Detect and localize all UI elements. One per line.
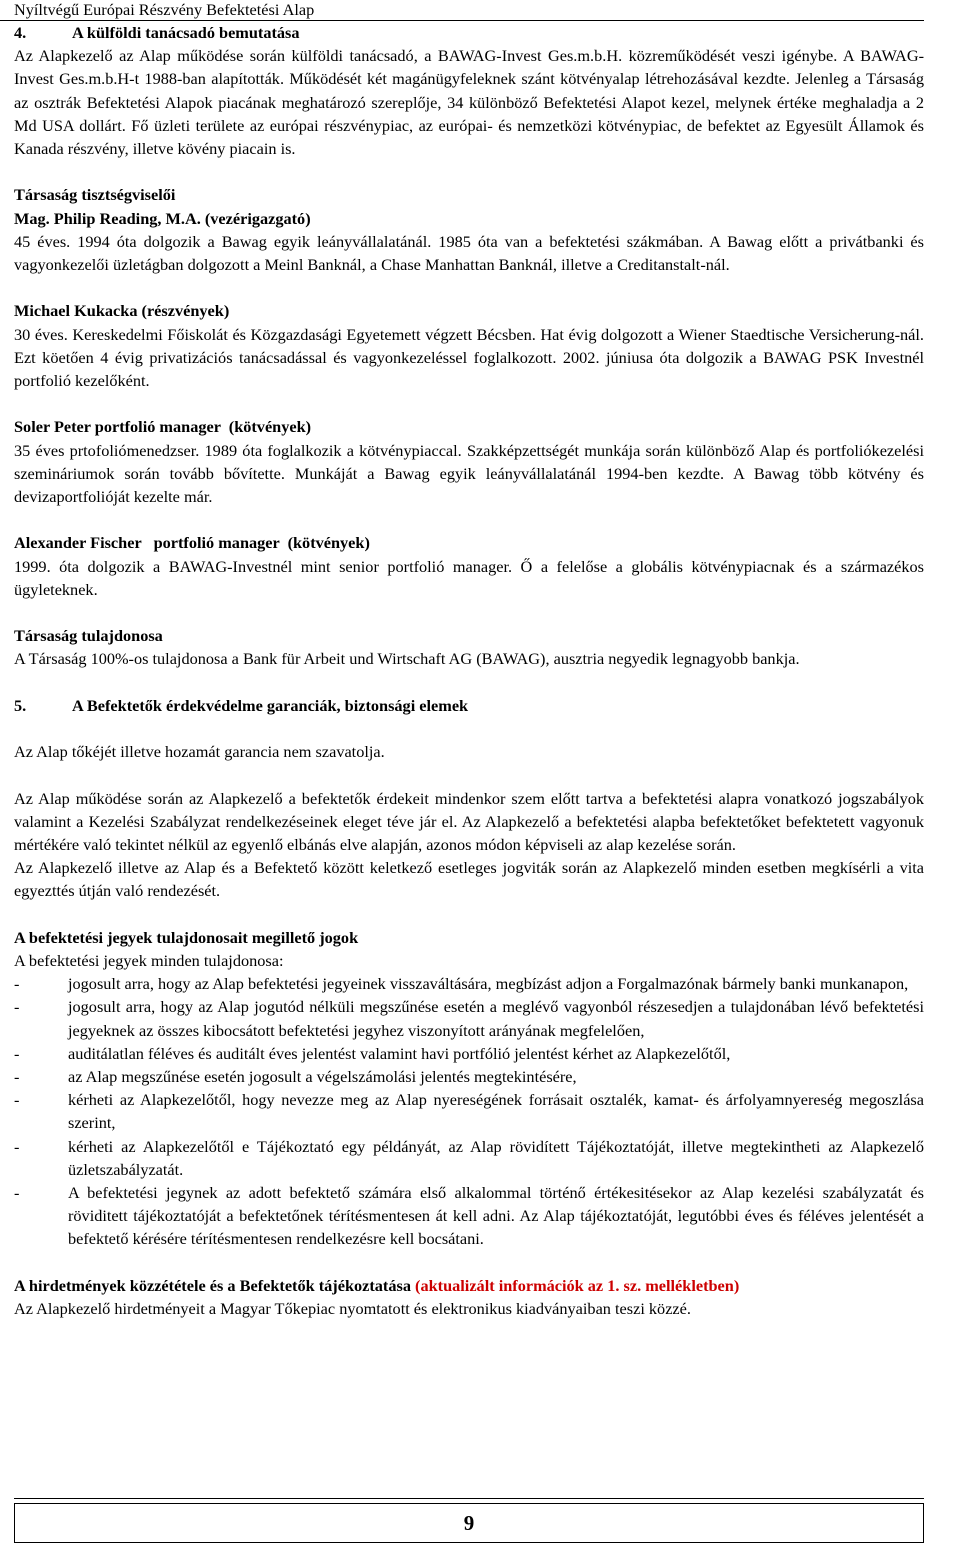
advisor-intro-paragraph: Az Alapkezelő az Alap működése során külföldi tanácsadó, a BAWAG-Invest Ges.m.b.H. közreműködését veszi igénybe. A BAWAG-Invest Ges.m.b.H-t 1988-ban alapították. Működését két magánügyfeleknek szánt kötvényalap létrehozásával kezdte. Jelenleg a Társaság az osztrák Befektetési Alapok piacának meghatározó szereplője, 34 különböző Befektetési Alapot kezel, melynek értéke meghaladja a 2 Md USA dollárt. Fő üzleti területe az európai részvénypiac, az európai- és nemzetközi kötvénypiac, de befektet az Egyesült Államok és Kanada részvény, illetve kövény piacain is. <box>14 46 924 159</box>
operation-paragraph: Az Alap működése során az Alapkezelő a befektetők érdekeit mindenkor szem előtt tartva a befektetési alapra vonatkozó jogszabályok valamint a Kezelési Szabályzat rendelkezéseinek eleget téve jár el. Az Alapkezelő a befektetési alapba befektetőket befektetett vagyonuk mértékére való tekintet nélkül az egyenlő elbánás elve alapján, azonos módon képviseli az alap kezelése során. <box>14 788 924 854</box>
list-item: - jogosult arra, hogy az Alap befektetési jegyeinek visszaváltására, megbízást adjon a Forgalmazónak bármely banki munkanapon, <box>14 974 909 994</box>
header-title: Nyíltvégű Európai Részvény Befektetési Alap <box>14 0 315 19</box>
list-item: - kérheti az Alapkezelőtől, hogy nevezze meg az Alap nyereségének forrásait osztalék, kamat- és árfolyamnyereség megoszlása szerint, <box>14 1090 924 1133</box>
owner-paragraph: A Társaság 100%-os tulajdonosa a Bank für Arbeit und Wirtschaft AG (BAWAG), ausztria negyedik legnagyobb bankja. <box>14 649 800 669</box>
list-item: - auditálatlan féléves és auditált éves jelentést valamint havi portfólió jelentést kérhet az Alapkezelőtől, <box>14 1043 731 1063</box>
officer-2-name: Michael Kukacka (részvények) <box>14 301 230 321</box>
document-body <box>14 21 924 1320</box>
page-number: 9 <box>463 1511 475 1535</box>
owner-heading: Társaság tulajdonosa <box>14 626 163 646</box>
section-4-heading <box>14 21 924 44</box>
officers-heading: Társaság tisztségviselői <box>14 185 176 205</box>
officer-1-bio: 45 éves. 1994 óta dolgozik a Bawag egyik leányvállalatánál. 1985 óta van a befektetési szákmában. A Bawag előtt a privátbanki és vagyonkezelői üzletágban dolgozott a Meinl Banknál, a Chase Manhattan Banknál, illetve a Creditanstalt-nál. <box>14 231 924 275</box>
rights-heading: A befektetési jegyek tulajdonosait megillető jogok <box>14 927 359 947</box>
announcements-heading <box>14 1274 924 1297</box>
section-5-heading <box>14 694 924 717</box>
guarantee-paragraph: Az Alap tőkéjét illetve hozamát garancia nem szavatolja. <box>14 742 385 762</box>
section-4-title: A külföldi tanácsadó bemutatása <box>72 23 300 42</box>
announcements-paragraph: Az Alapkezelő hirdetményeit a Magyar Tőkepiac nyomtatott és elektronikus kiadványaiban teszi közzé. <box>14 1299 691 1319</box>
section-5-number: 5. <box>14 695 27 715</box>
list-item: - jogosult arra, hogy az Alap jogutód nélküli megszűnése esetén a meglévő vagyonból részesedjen a tulajdonában lévő befektetési jegyeknek az összes kibocsátott befektetési jegyhez viszonyított arányának megfelelően, <box>14 997 924 1040</box>
list-item: - az Alap megszűnése esetén jogosult a végelszámolási jelentés megtekintésére, <box>14 1067 577 1086</box>
officer-4-name: Alexander Fischer portfolió manager (kötvények) <box>14 533 370 553</box>
footer-divider <box>14 1498 924 1499</box>
announcements-title: A hirdetmények közzététele és a Befektetők tájékoztatása <box>14 1275 411 1295</box>
page-header <box>0 0 924 21</box>
disputes-paragraph: Az Alapkezelő illetve az Alap és a Befektető között keletkező esetleges jogviták során az Alapkezelő minden esetben megkísérli a vita egyezttés útján való rendezését. <box>14 858 924 901</box>
section-5-title: A Befektetők érdekvédelme garanciák, biztonsági elemek <box>72 695 469 715</box>
rights-intro: A befektetési jegyek minden tulajdonosa: <box>14 950 284 970</box>
officer-3-name: Soler Peter portfolió manager (kötvények) <box>14 417 312 437</box>
officer-1-name: Mag. Philip Reading, M.A. (vezérigazgató) <box>14 208 311 228</box>
page-number-box <box>14 1503 924 1543</box>
officer-4-bio: 1999. óta dolgozik a BAWAG-Investnél mint senior portfolió manager. Ő a felelőse a globális kötvénypiacnak és a származékos ügyleteknek. <box>14 556 924 599</box>
officer-3-bio: 35 éves prtofoliómenedzser. 1989 óta foglalkozik a kötvénypiaccal. Szakképzettségét munkája során különböző Alap és portfoliókezelési szemináriumok során tovább bővítette. Munkáját a Bawag egyik leányvállalatánál 1994-ben kezdte. A Bawag több kötvény és devizaportfolióját kezelte már. <box>14 440 924 507</box>
list-item: - kérheti az Alapkezelőtől e Tájékoztató egy példányát, az Alap rövidített Tájékoztatóját, illetve megtekintheti az Alapkezelő üzletszabályzatát. <box>14 1136 924 1179</box>
announcements-note: (aktualizált információk az 1. sz. mellékletben) <box>415 1275 740 1295</box>
section-4-number: 4. <box>14 23 27 42</box>
list-item: - A befektetési jegynek az adott befektető számára első alkalommal történő értékesitésekor az Alap kezelési szabályzatát és röviditett tájékoztatóját a befektetőnek térítésmentesen át kell adni. Az Alap tájékoztatóját, legutóbbi éves és féléves jelentését a befektető kérésére térítésmentesen rendelkezésre kell bocsátani. <box>14 1183 924 1249</box>
officer-2-bio: 30 éves. Kereskedelmi Főiskolát és Közgazdasági Egyetemett végzett Bécsben. Hat évig dolgozott a Wiener Staedtische Versicherung-nál. Ezt köetően 4 évig privatizációs tanácsadással és vagyonkezeléssel foglalkozott. 2002. júniusa óta dolgozik a BAWAG PSK Investnél portfolió kezelőként. <box>14 324 924 391</box>
